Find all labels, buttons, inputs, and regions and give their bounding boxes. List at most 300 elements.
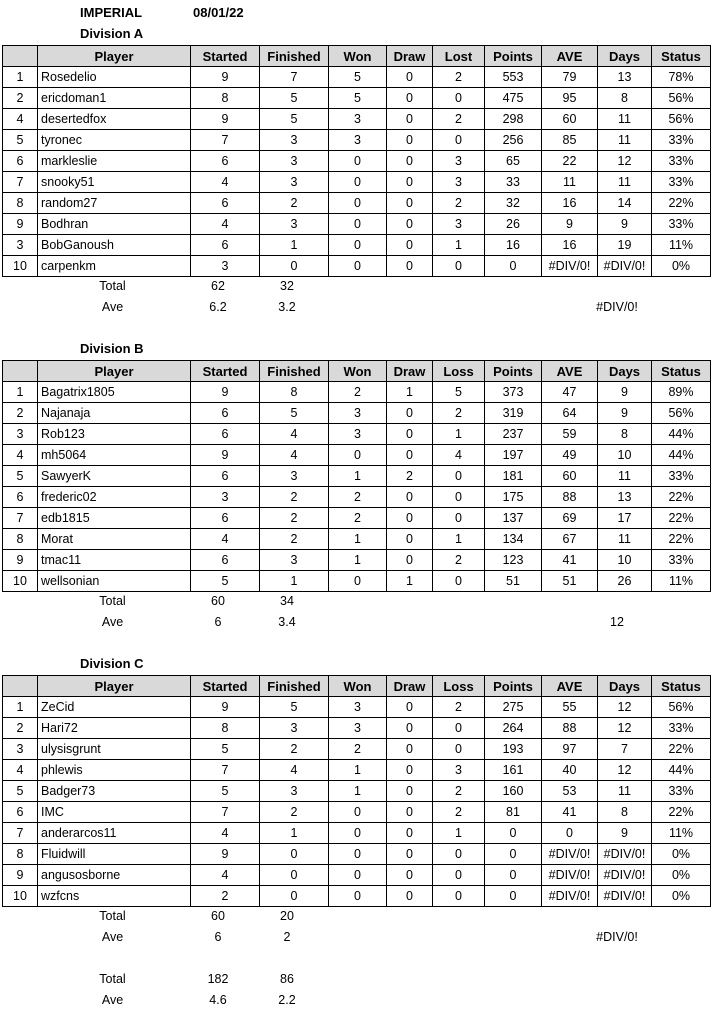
- total-row-started: 60: [211, 909, 225, 923]
- column-header-draw: Draw: [387, 46, 433, 67]
- table-row: [3, 739, 711, 760]
- cell-status: 22%: [652, 487, 711, 508]
- cell-finished: 3: [260, 130, 329, 151]
- cell-days: 12: [598, 151, 652, 172]
- column-header-points: Points: [485, 676, 542, 697]
- cell-player: carpenkm: [38, 256, 191, 277]
- cell-lost: 0: [433, 571, 485, 592]
- grand-total-row-started: 182: [207, 972, 229, 986]
- cell-lost: 0: [433, 865, 485, 886]
- cell-points: 161: [485, 760, 542, 781]
- column-header-lost: Loss: [433, 676, 485, 697]
- cell-status: 11%: [652, 571, 711, 592]
- cell-rank: 9: [3, 865, 38, 886]
- cell-days: 11: [598, 130, 652, 151]
- cell-started: 3: [191, 487, 260, 508]
- column-header-status: Status: [652, 676, 711, 697]
- cell-status: 89%: [652, 382, 711, 403]
- total-row: [0, 591, 717, 611]
- cell-lost: 3: [433, 172, 485, 193]
- cell-status: 0%: [652, 844, 711, 865]
- table-row: [3, 214, 711, 235]
- cell-player: Rob123: [38, 424, 191, 445]
- cell-won: 0: [329, 214, 387, 235]
- cell-lost: 2: [433, 697, 485, 718]
- ave-row-started: 6: [214, 615, 222, 629]
- cell-lost: 2: [433, 193, 485, 214]
- cell-ave: 41: [542, 550, 598, 571]
- cell-started: 9: [191, 697, 260, 718]
- table-row: [3, 823, 711, 844]
- cell-draw: 0: [387, 802, 433, 823]
- column-header-player: Player: [38, 361, 191, 382]
- cell-started: 7: [191, 760, 260, 781]
- total-row: [0, 906, 717, 926]
- division-title: Division B: [80, 341, 144, 356]
- cell-points: 237: [485, 424, 542, 445]
- cell-days: 13: [598, 487, 652, 508]
- cell-days: 19: [598, 235, 652, 256]
- cell-started: 6: [191, 550, 260, 571]
- division-table: [2, 360, 711, 592]
- cell-ave: 60: [542, 109, 598, 130]
- cell-won: 0: [329, 886, 387, 907]
- cell-lost: 0: [433, 739, 485, 760]
- table-row: [3, 88, 711, 109]
- cell-draw: 0: [387, 424, 433, 445]
- column-header-lost: Loss: [433, 361, 485, 382]
- column-header-days: Days: [598, 676, 652, 697]
- cell-finished: 3: [260, 718, 329, 739]
- cell-points: 33: [485, 172, 542, 193]
- cell-days: 13: [598, 67, 652, 88]
- cell-won: 3: [329, 718, 387, 739]
- cell-finished: 3: [260, 172, 329, 193]
- ave-row: [0, 927, 717, 947]
- cell-won: 0: [329, 844, 387, 865]
- cell-finished: 3: [260, 214, 329, 235]
- cell-lost: 1: [433, 235, 485, 256]
- cell-started: 4: [191, 823, 260, 844]
- cell-draw: 0: [387, 697, 433, 718]
- cell-status: 0%: [652, 886, 711, 907]
- grand-total-row-finished: 86: [280, 972, 294, 986]
- table-row: [3, 445, 711, 466]
- cell-ave: 59: [542, 424, 598, 445]
- cell-days: 11: [598, 781, 652, 802]
- report-date: 08/01/22: [193, 5, 244, 20]
- cell-points: 553: [485, 67, 542, 88]
- cell-ave: 16: [542, 235, 598, 256]
- cell-won: 3: [329, 403, 387, 424]
- cell-ave: #DIV/0!: [542, 256, 598, 277]
- cell-lost: 0: [433, 88, 485, 109]
- cell-player: edb1815: [38, 508, 191, 529]
- cell-player: Najanaja: [38, 403, 191, 424]
- cell-won: 3: [329, 424, 387, 445]
- cell-finished: 2: [260, 802, 329, 823]
- cell-won: 2: [329, 487, 387, 508]
- table-row: [3, 235, 711, 256]
- cell-player: ericdoman1: [38, 88, 191, 109]
- cell-started: 4: [191, 529, 260, 550]
- cell-lost: 2: [433, 550, 485, 571]
- ave-row-started: 6: [214, 930, 222, 944]
- cell-rank: 9: [3, 550, 38, 571]
- cell-won: 0: [329, 823, 387, 844]
- cell-draw: 2: [387, 466, 433, 487]
- cell-won: 0: [329, 865, 387, 886]
- cell-finished: 8: [260, 382, 329, 403]
- cell-rank: 7: [3, 823, 38, 844]
- cell-finished: 0: [260, 844, 329, 865]
- cell-player: Badger73: [38, 781, 191, 802]
- table-row: [3, 256, 711, 277]
- cell-player: angusosborne: [38, 865, 191, 886]
- cell-finished: 0: [260, 256, 329, 277]
- cell-player: BobGanoush: [38, 235, 191, 256]
- grand-total-row-label: Total: [99, 972, 126, 986]
- cell-player: wzfcns: [38, 886, 191, 907]
- column-header-points: Points: [485, 46, 542, 67]
- cell-started: 9: [191, 67, 260, 88]
- cell-days: 9: [598, 403, 652, 424]
- ave-row-days: #DIV/0!: [596, 300, 638, 314]
- cell-rank: 1: [3, 67, 38, 88]
- cell-points: 32: [485, 193, 542, 214]
- cell-player: IMC: [38, 802, 191, 823]
- cell-player: wellsonian: [38, 571, 191, 592]
- grand-ave-row-label: Ave: [101, 993, 124, 1007]
- cell-player: ZeCid: [38, 697, 191, 718]
- cell-finished: 1: [260, 823, 329, 844]
- cell-lost: 1: [433, 823, 485, 844]
- cell-lost: 4: [433, 445, 485, 466]
- table-row: [3, 424, 711, 445]
- cell-draw: 0: [387, 193, 433, 214]
- header-row: [3, 361, 711, 382]
- cell-status: 33%: [652, 172, 711, 193]
- cell-rank: 1: [3, 382, 38, 403]
- cell-lost: 0: [433, 130, 485, 151]
- cell-player: Hari72: [38, 718, 191, 739]
- cell-player: ulysisgrunt: [38, 739, 191, 760]
- grand-total-row: [0, 969, 717, 989]
- cell-draw: 1: [387, 382, 433, 403]
- cell-points: 193: [485, 739, 542, 760]
- cell-status: 22%: [652, 193, 711, 214]
- cell-started: 5: [191, 571, 260, 592]
- cell-ave: 88: [542, 718, 598, 739]
- cell-lost: 0: [433, 508, 485, 529]
- column-header-lost: Lost: [433, 46, 485, 67]
- cell-won: 0: [329, 235, 387, 256]
- total-row-started: 62: [211, 279, 225, 293]
- cell-started: 8: [191, 718, 260, 739]
- cell-draw: 0: [387, 67, 433, 88]
- cell-draw: 0: [387, 235, 433, 256]
- table-row: [3, 718, 711, 739]
- cell-points: 197: [485, 445, 542, 466]
- cell-ave: 69: [542, 508, 598, 529]
- cell-finished: 7: [260, 67, 329, 88]
- cell-started: 4: [191, 214, 260, 235]
- cell-rank: 4: [3, 109, 38, 130]
- header-row: [3, 46, 711, 67]
- cell-finished: 4: [260, 445, 329, 466]
- cell-won: 3: [329, 130, 387, 151]
- cell-draw: 0: [387, 550, 433, 571]
- cell-ave: 64: [542, 403, 598, 424]
- cell-player: random27: [38, 193, 191, 214]
- cell-player: frederic02: [38, 487, 191, 508]
- cell-player: tyronec: [38, 130, 191, 151]
- cell-finished: 3: [260, 466, 329, 487]
- cell-lost: 5: [433, 382, 485, 403]
- cell-points: 373: [485, 382, 542, 403]
- cell-won: 2: [329, 508, 387, 529]
- cell-won: 0: [329, 571, 387, 592]
- cell-won: 5: [329, 67, 387, 88]
- cell-lost: 2: [433, 802, 485, 823]
- ave-row-started: 6.2: [209, 300, 227, 314]
- cell-finished: 2: [260, 193, 329, 214]
- table-row: [3, 466, 711, 487]
- table-row: [3, 487, 711, 508]
- cell-rank: 10: [3, 886, 38, 907]
- table-row: [3, 67, 711, 88]
- cell-points: 0: [485, 823, 542, 844]
- cell-player: SawyerK: [38, 466, 191, 487]
- cell-player: snooky51: [38, 172, 191, 193]
- cell-draw: 0: [387, 886, 433, 907]
- ave-row-label: Ave: [101, 930, 124, 944]
- cell-status: 33%: [652, 781, 711, 802]
- total-row-finished: 20: [280, 909, 294, 923]
- table-row: [3, 550, 711, 571]
- cell-days: 8: [598, 88, 652, 109]
- division-table: [2, 675, 711, 907]
- cell-ave: 79: [542, 67, 598, 88]
- cell-ave: 67: [542, 529, 598, 550]
- cell-days: #DIV/0!: [598, 865, 652, 886]
- cell-draw: 0: [387, 844, 433, 865]
- cell-rank: 7: [3, 172, 38, 193]
- cell-rank: 6: [3, 151, 38, 172]
- cell-status: 44%: [652, 424, 711, 445]
- table-row: [3, 403, 711, 424]
- cell-status: 0%: [652, 865, 711, 886]
- cell-status: 78%: [652, 67, 711, 88]
- cell-rank: 4: [3, 445, 38, 466]
- cell-rank: 7: [3, 508, 38, 529]
- cell-lost: 0: [433, 844, 485, 865]
- cell-lost: 1: [433, 529, 485, 550]
- cell-won: 0: [329, 193, 387, 214]
- ave-row: [0, 297, 717, 317]
- total-row-label: Total: [99, 909, 126, 923]
- cell-ave: #DIV/0!: [542, 886, 598, 907]
- cell-points: 256: [485, 130, 542, 151]
- cell-ave: #DIV/0!: [542, 844, 598, 865]
- cell-draw: 0: [387, 151, 433, 172]
- cell-won: 1: [329, 466, 387, 487]
- cell-days: 10: [598, 445, 652, 466]
- cell-draw: 0: [387, 403, 433, 424]
- cell-won: 1: [329, 550, 387, 571]
- table-row: [3, 844, 711, 865]
- column-header-rank: [3, 46, 38, 67]
- cell-points: 0: [485, 865, 542, 886]
- cell-points: 26: [485, 214, 542, 235]
- cell-started: 5: [191, 781, 260, 802]
- cell-player: Bodhran: [38, 214, 191, 235]
- cell-won: 2: [329, 739, 387, 760]
- ave-row-finished: 2: [283, 930, 291, 944]
- table-row: [3, 151, 711, 172]
- cell-points: 275: [485, 697, 542, 718]
- cell-started: 9: [191, 109, 260, 130]
- column-header-won: Won: [329, 46, 387, 67]
- cell-won: 3: [329, 697, 387, 718]
- cell-finished: 0: [260, 865, 329, 886]
- cell-ave: 0: [542, 823, 598, 844]
- cell-won: 0: [329, 172, 387, 193]
- column-header-player: Player: [38, 46, 191, 67]
- cell-finished: 5: [260, 403, 329, 424]
- cell-days: 8: [598, 424, 652, 445]
- division-title: Division C: [80, 656, 144, 671]
- cell-won: 0: [329, 151, 387, 172]
- ave-row: [0, 612, 717, 632]
- cell-finished: 2: [260, 739, 329, 760]
- cell-finished: 2: [260, 508, 329, 529]
- cell-started: 8: [191, 88, 260, 109]
- cell-status: 33%: [652, 214, 711, 235]
- cell-rank: 5: [3, 130, 38, 151]
- header-row: [3, 676, 711, 697]
- cell-started: 4: [191, 865, 260, 886]
- cell-rank: 10: [3, 571, 38, 592]
- cell-status: 22%: [652, 508, 711, 529]
- cell-points: 65: [485, 151, 542, 172]
- cell-started: 7: [191, 802, 260, 823]
- cell-days: 12: [598, 718, 652, 739]
- table-row: [3, 529, 711, 550]
- cell-started: 6: [191, 424, 260, 445]
- table-row: [3, 697, 711, 718]
- cell-draw: 0: [387, 739, 433, 760]
- column-header-status: Status: [652, 46, 711, 67]
- cell-points: 0: [485, 886, 542, 907]
- club-name: IMPERIAL: [80, 5, 143, 20]
- cell-draw: 0: [387, 718, 433, 739]
- cell-points: 319: [485, 403, 542, 424]
- cell-lost: 3: [433, 151, 485, 172]
- cell-days: #DIV/0!: [598, 844, 652, 865]
- cell-points: 81: [485, 802, 542, 823]
- ave-row-label: Ave: [101, 615, 124, 629]
- cell-draw: 0: [387, 508, 433, 529]
- column-header-started: Started: [191, 361, 260, 382]
- cell-draw: 1: [387, 571, 433, 592]
- cell-status: 33%: [652, 466, 711, 487]
- cell-status: 33%: [652, 550, 711, 571]
- column-header-draw: Draw: [387, 361, 433, 382]
- cell-rank: 2: [3, 718, 38, 739]
- cell-lost: 2: [433, 109, 485, 130]
- cell-ave: 40: [542, 760, 598, 781]
- cell-player: Rosedelio: [38, 67, 191, 88]
- cell-lost: 0: [433, 718, 485, 739]
- column-header-draw: Draw: [387, 676, 433, 697]
- cell-ave: 95: [542, 88, 598, 109]
- column-header-finished: Finished: [260, 676, 329, 697]
- cell-status: 11%: [652, 235, 711, 256]
- cell-status: 56%: [652, 403, 711, 424]
- cell-lost: 0: [433, 466, 485, 487]
- cell-ave: 51: [542, 571, 598, 592]
- cell-lost: 0: [433, 886, 485, 907]
- cell-player: phlewis: [38, 760, 191, 781]
- cell-points: 51: [485, 571, 542, 592]
- cell-rank: 5: [3, 466, 38, 487]
- table-row: [3, 172, 711, 193]
- cell-finished: 1: [260, 235, 329, 256]
- cell-rank: 8: [3, 193, 38, 214]
- cell-days: 12: [598, 697, 652, 718]
- cell-won: 0: [329, 445, 387, 466]
- column-header-status: Status: [652, 361, 711, 382]
- cell-finished: 5: [260, 88, 329, 109]
- cell-rank: 2: [3, 88, 38, 109]
- cell-started: 6: [191, 193, 260, 214]
- cell-points: 175: [485, 487, 542, 508]
- cell-player: markleslie: [38, 151, 191, 172]
- table-row: [3, 760, 711, 781]
- cell-ave: 22: [542, 151, 598, 172]
- table-row: [3, 781, 711, 802]
- cell-lost: 2: [433, 781, 485, 802]
- cell-finished: 0: [260, 886, 329, 907]
- cell-days: 9: [598, 214, 652, 235]
- cell-won: 2: [329, 382, 387, 403]
- cell-days: 9: [598, 382, 652, 403]
- cell-started: 6: [191, 235, 260, 256]
- cell-draw: 0: [387, 865, 433, 886]
- cell-points: 16: [485, 235, 542, 256]
- cell-status: 56%: [652, 109, 711, 130]
- cell-points: 0: [485, 844, 542, 865]
- ave-row-days: 12: [610, 615, 624, 629]
- column-header-finished: Finished: [260, 46, 329, 67]
- cell-status: 0%: [652, 256, 711, 277]
- ave-row-finished: 3.2: [278, 300, 296, 314]
- cell-rank: 8: [3, 529, 38, 550]
- cell-draw: 0: [387, 487, 433, 508]
- cell-lost: 0: [433, 487, 485, 508]
- grand-ave-row: [0, 990, 717, 1010]
- cell-finished: 5: [260, 109, 329, 130]
- cell-draw: 0: [387, 781, 433, 802]
- cell-ave: 53: [542, 781, 598, 802]
- grand-ave-row-finished: 2.2: [278, 993, 296, 1007]
- cell-points: 264: [485, 718, 542, 739]
- cell-won: 3: [329, 109, 387, 130]
- cell-rank: 2: [3, 403, 38, 424]
- column-header-ave: AVE: [542, 676, 598, 697]
- cell-draw: 0: [387, 823, 433, 844]
